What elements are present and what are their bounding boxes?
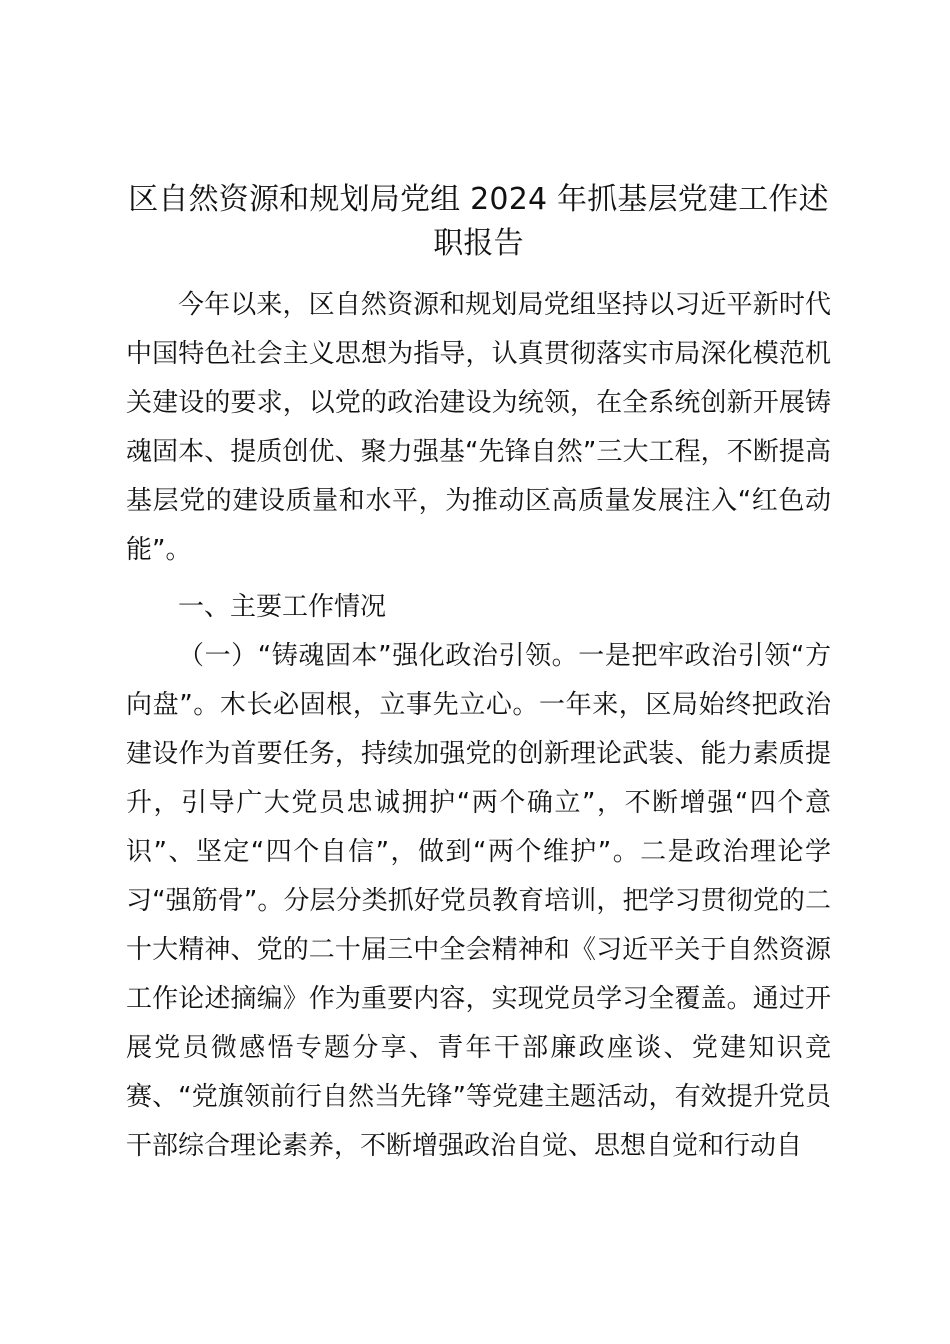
document-title: 区自然资源和规划局党组 2024 年抓基层党建工作述职报告 — [128, 182, 829, 261]
section-heading: 一、主要工作情况 — [178, 592, 387, 622]
subsection-paragraph: （一）“铸魂固本”强化政治引领。一是把牢政治引领“方向盘”。木长必固根，立事先立心。一年来，区局始终把政治建设作为首要任务，持续加强党的创新理论武装、能力素质提升，引导广大党员忠诚拥护“两个确立”，不断增强“四个意识”、坚定“四个自信”，做到“两个维护”。二是政治理论学习“强筋骨”。分层分类抓好党员教育培训，把学习贯彻党的二十大精神、党的二十届三中全会精神和《习近平关于自然资源工作论述摘编》作为重要内容，实现党员学习全覆盖。通过开展党员微感悟专题分享、青年干部廉政座谈、党建知识竞赛、“党旗领前行自然当先锋”等党建主题活动，有效提升党员干部综合理论素养，不断增强政治自觉、思想自觉和行动自 — [126, 641, 831, 1161]
document-body — [126, 281, 831, 1171]
intro-paragraph: 今年以来，区自然资源和规划局党组坚持以习近平新时代中国特色社会主义思想为指导，认真贯彻落实市局深化模范机关建设的要求，以党的政治建设为统领，在全系统创新开展铸魂固本、提质创优、聚力强基“先锋自然”三大工程，不断提高基层党的建设质量和水平，为推动区高质量发展注入“红色动能”。 — [126, 290, 831, 565]
